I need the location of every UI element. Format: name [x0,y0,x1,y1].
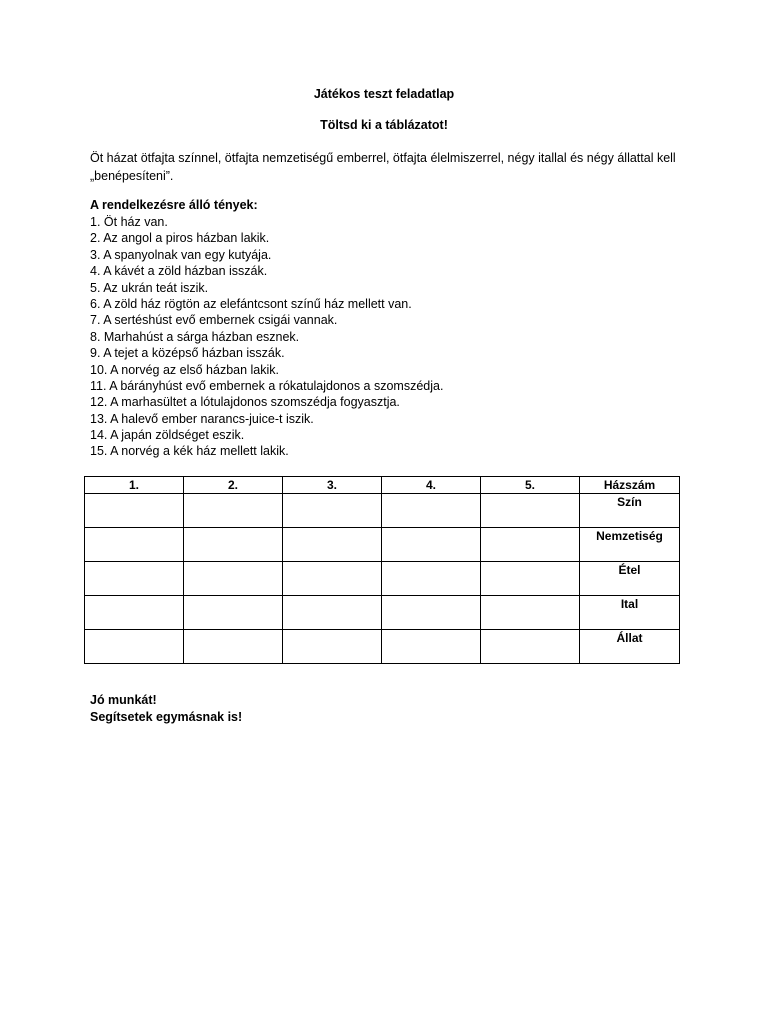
fact-item: 15. A norvég a kék ház mellett lakik. [90,444,289,459]
table-row [85,596,680,630]
answer-cell[interactable] [481,528,580,562]
table-row [85,494,680,528]
answer-cell[interactable] [85,630,184,664]
fact-item: 5. Az ukrán teát iszik. [90,280,209,295]
table-row [85,630,680,664]
answer-cell[interactable] [481,494,580,528]
answer-cell[interactable] [382,494,481,528]
row-label-drink: Ital [580,596,680,630]
table-row [85,562,680,596]
answer-cell[interactable] [85,528,184,562]
answer-cell[interactable] [481,562,580,596]
column-header-house-number: Házszám [580,477,680,494]
answer-table [84,476,680,664]
footer-note [90,692,242,726]
fact-item: 7. A sertéshúst evő embernek csigái vannak. [90,313,338,328]
page-title: Játékos teszt feladatlap [313,87,455,101]
fact-item: 9. A tejet a középső házban isszák. [90,346,285,361]
answer-cell[interactable] [85,562,184,596]
footer-line-help-each-other: Segítsetek egymásnak is! [90,710,243,724]
answer-cell[interactable] [382,596,481,630]
fact-item: 3. A spanyolnak van egy kutyája. [90,247,272,262]
answer-cell[interactable] [382,528,481,562]
footer-line-good-work: Jó munkát! [90,693,157,707]
fact-item: 13. A halevő ember narancs-juice-t iszik. [90,411,314,426]
row-label-color: Szín [580,494,680,528]
answer-cell[interactable] [184,528,283,562]
answer-cell[interactable] [184,494,283,528]
intro-paragraph: Öt házat ötfajta színnel, ötfajta nemzetiségű emberrel, ötfajta élelmiszerrel, négy itallal és négy állattal kell „benépesíteni”. [90,151,676,183]
facts-list [90,214,443,460]
answer-cell[interactable] [382,562,481,596]
answer-cell[interactable] [85,596,184,630]
answer-cell[interactable] [85,494,184,528]
answer-cell[interactable] [283,562,382,596]
fact-item: 4. A kávét a zöld házban isszák. [90,264,268,279]
fact-item: 2. Az angol a piros házban lakik. [90,231,270,246]
fact-item: 6. A zöld ház rögtön az elefántcsont színű ház mellett van. [90,296,412,311]
answer-cell[interactable] [283,528,382,562]
fact-item: 1. Öt ház van. [90,215,168,229]
answer-cell[interactable] [481,596,580,630]
answer-cell[interactable] [283,630,382,664]
answer-cell[interactable] [382,630,481,664]
answer-cell[interactable] [481,630,580,664]
column-header-house-3: 3. [283,477,382,494]
fact-item: 12. A marhasültet a lótulajdonos szomszédja fogyasztja. [90,395,400,410]
answer-cell[interactable] [283,596,382,630]
column-header-house-5: 5. [481,477,580,494]
answer-cell[interactable] [184,562,283,596]
table-header-row [85,477,680,494]
fact-item: 10. A norvég az első házban lakik. [90,362,280,377]
column-header-house-1: 1. [85,477,184,494]
fact-item: 14. A japán zöldséget eszik. [90,428,245,443]
page-subtitle: Töltsd ki a táblázatot! [320,118,448,132]
answer-cell[interactable] [184,596,283,630]
fact-item: 8. Marhahúst a sárga házban esznek. [90,329,300,344]
row-label-food: Étel [580,562,680,596]
facts-heading: A rendelkezésre álló tények: [90,198,258,212]
row-label-nationality: Nemzetiség [580,528,680,562]
column-header-house-2: 2. [184,477,283,494]
table-row [85,528,680,562]
fact-item: 11. A bárányhúst evő embernek a rókatulajdonos a szomszédja. [90,378,444,393]
row-label-animal: Állat [580,630,680,664]
answer-cell[interactable] [184,630,283,664]
column-header-house-4: 4. [382,477,481,494]
answer-cell[interactable] [283,494,382,528]
